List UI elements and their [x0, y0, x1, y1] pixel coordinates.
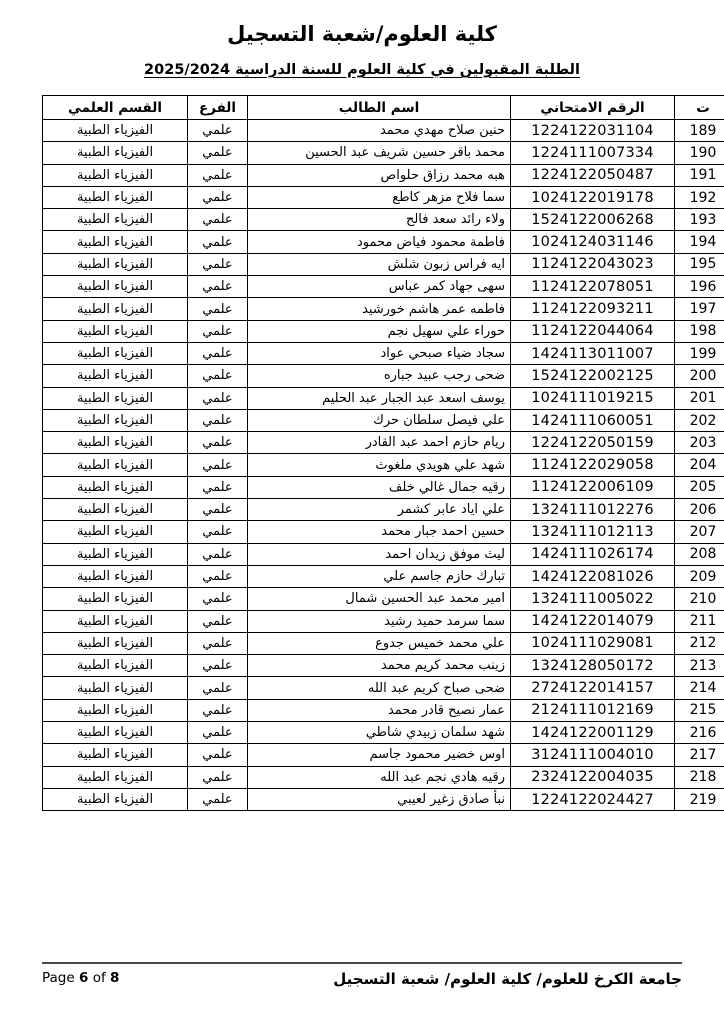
cell-department: الفيزياء الطبية — [43, 186, 188, 208]
cell-index: 202 — [675, 409, 724, 431]
cell-student-name: رقيه جمال غالي خلف — [248, 476, 511, 498]
table-row — [43, 276, 724, 298]
table-row — [43, 565, 724, 587]
cell-student-name: سجاد ضياء صبحي عواد — [248, 342, 511, 364]
cell-branch: علمي — [188, 209, 248, 231]
cell-department: الفيزياء الطبية — [43, 142, 188, 164]
cell-branch: علمي — [188, 766, 248, 788]
cell-branch: علمي — [188, 632, 248, 654]
column-header-index: ت — [675, 96, 724, 120]
cell-index: 197 — [675, 298, 724, 320]
cell-branch: علمي — [188, 699, 248, 721]
table-row — [43, 588, 724, 610]
page-label-prefix: Page — [42, 970, 75, 986]
table-row — [43, 766, 724, 788]
footer-org-calligraphy: جامعة الكرخ للعلوم/ كلية العلوم/ شعبة التسجيل — [333, 970, 682, 988]
cell-index: 199 — [675, 342, 724, 364]
cell-index: 217 — [675, 744, 724, 766]
cell-index: 212 — [675, 632, 724, 654]
table-row — [43, 209, 724, 231]
cell-index: 193 — [675, 209, 724, 231]
table-row — [43, 186, 724, 208]
column-header-exam-number: الرقم الامتحاني — [511, 96, 675, 120]
cell-exam-number: 1124122043023 — [511, 253, 675, 275]
cell-index: 214 — [675, 677, 724, 699]
cell-department: الفيزياء الطبية — [43, 722, 188, 744]
table-row — [43, 722, 724, 744]
table-row — [43, 521, 724, 543]
cell-branch: علمي — [188, 722, 248, 744]
cell-exam-number: 1324111005022 — [511, 588, 675, 610]
cell-department: الفيزياء الطبية — [43, 543, 188, 565]
cell-department: الفيزياء الطبية — [43, 120, 188, 142]
cell-branch: علمي — [188, 565, 248, 587]
cell-exam-number: 2724122014157 — [511, 677, 675, 699]
cell-branch: علمي — [188, 454, 248, 476]
table-row — [43, 744, 724, 766]
cell-branch: علمي — [188, 677, 248, 699]
page-label-of: of — [92, 970, 106, 986]
cell-student-name: سهى جهاد كمر عباس — [248, 276, 511, 298]
cell-index: 213 — [675, 655, 724, 677]
table-body — [43, 120, 724, 811]
cell-branch: علمي — [188, 253, 248, 275]
page-number — [42, 970, 119, 986]
cell-exam-number: 2324122004035 — [511, 766, 675, 788]
cell-department: الفيزياء الطبية — [43, 253, 188, 275]
cell-department: الفيزياء الطبية — [43, 454, 188, 476]
cell-department: الفيزياء الطبية — [43, 432, 188, 454]
cell-department: الفيزياء الطبية — [43, 521, 188, 543]
page-title: الطلبة المقبولين في كلية العلوم للسنة الدراسية 2025/2024 — [144, 62, 580, 78]
cell-index: 208 — [675, 543, 724, 565]
cell-student-name: سما فلاح مزهر كاطع — [248, 186, 511, 208]
cell-department: الفيزياء الطبية — [43, 387, 188, 409]
cell-department: الفيزياء الطبية — [43, 231, 188, 253]
cell-student-name: فاطمة محمود فياض محمود — [248, 231, 511, 253]
cell-student-name: هبه محمد رزاق حلواص — [248, 164, 511, 186]
cell-student-name: سما سرمد حميد رشيد — [248, 610, 511, 632]
cell-exam-number: 1424111026174 — [511, 543, 675, 565]
cell-index: 207 — [675, 521, 724, 543]
cell-branch: علمي — [188, 387, 248, 409]
column-header-department: القسم العلمي — [43, 96, 188, 120]
cell-branch: علمي — [188, 476, 248, 498]
cell-branch: علمي — [188, 276, 248, 298]
cell-student-name: محمد باقر حسين شريف عبد الحسين — [248, 142, 511, 164]
cell-branch: علمي — [188, 543, 248, 565]
cell-branch: علمي — [188, 298, 248, 320]
cell-branch: علمي — [188, 432, 248, 454]
cell-student-name: نبأ صادق زغير لعيبي — [248, 788, 511, 810]
cell-department: الفيزياء الطبية — [43, 655, 188, 677]
cell-branch: علمي — [188, 164, 248, 186]
cell-department: الفيزياء الطبية — [43, 276, 188, 298]
cell-exam-number: 1024122019178 — [511, 186, 675, 208]
cell-student-name: ولاء رائد سعد فالح — [248, 209, 511, 231]
cell-exam-number: 1124122093211 — [511, 298, 675, 320]
table-row — [43, 432, 724, 454]
cell-exam-number: 1024124031146 — [511, 231, 675, 253]
table-header-row — [43, 96, 724, 120]
cell-department: الفيزياء الطبية — [43, 209, 188, 231]
page-number-total: 8 — [110, 970, 120, 986]
cell-exam-number: 1224122050487 — [511, 164, 675, 186]
cell-exam-number: 1324111012276 — [511, 499, 675, 521]
cell-branch: علمي — [188, 499, 248, 521]
cell-exam-number: 2124111012169 — [511, 699, 675, 721]
cell-branch: علمي — [188, 588, 248, 610]
table-row — [43, 164, 724, 186]
cell-index: 218 — [675, 766, 724, 788]
table-row — [43, 120, 724, 142]
cell-index: 200 — [675, 365, 724, 387]
cell-index: 211 — [675, 610, 724, 632]
table-row — [43, 387, 724, 409]
column-header-student-name: اسم الطالب — [248, 96, 511, 120]
cell-exam-number: 1024111019215 — [511, 387, 675, 409]
cell-student-name: شهد سلمان زبيدي شاطي — [248, 722, 511, 744]
cell-index: 198 — [675, 320, 724, 342]
cell-exam-number: 1224111007334 — [511, 142, 675, 164]
table-row — [43, 365, 724, 387]
cell-department: الفيزياء الطبية — [43, 365, 188, 387]
table-row — [43, 610, 724, 632]
cell-index: 209 — [675, 565, 724, 587]
cell-student-name: حسين احمد جبار محمد — [248, 521, 511, 543]
table-row — [43, 231, 724, 253]
cell-branch: علمي — [188, 409, 248, 431]
cell-index: 192 — [675, 186, 724, 208]
table-row — [43, 677, 724, 699]
table-row — [43, 342, 724, 364]
cell-index: 215 — [675, 699, 724, 721]
cell-student-name: عمار نصيح قادر محمد — [248, 699, 511, 721]
cell-branch: علمي — [188, 120, 248, 142]
cell-department: الفيزياء الطبية — [43, 409, 188, 431]
footer-divider — [42, 962, 682, 964]
table-row — [43, 320, 724, 342]
cell-exam-number: 1124122029058 — [511, 454, 675, 476]
table-row — [43, 409, 724, 431]
cell-index: 205 — [675, 476, 724, 498]
cell-branch: علمي — [188, 655, 248, 677]
table-row — [43, 699, 724, 721]
column-header-branch: الفرع — [188, 96, 248, 120]
cell-department: الفيزياء الطبية — [43, 766, 188, 788]
table-row — [43, 142, 724, 164]
cell-exam-number: 1424111060051 — [511, 409, 675, 431]
cell-student-name: امير محمد عبد الحسين شمال — [248, 588, 511, 610]
cell-exam-number: 1224122031104 — [511, 120, 675, 142]
table-row — [43, 499, 724, 521]
org-header-calligraphy: كلية العلوم/شعبة التسجيل — [227, 22, 497, 46]
table-row — [43, 476, 724, 498]
cell-index: 190 — [675, 142, 724, 164]
table-row — [43, 543, 724, 565]
cell-branch: علمي — [188, 788, 248, 810]
students-table — [42, 95, 724, 811]
cell-student-name: اوس خضير محمود جاسم — [248, 744, 511, 766]
cell-exam-number: 1424122081026 — [511, 565, 675, 587]
cell-exam-number: 1124122078051 — [511, 276, 675, 298]
cell-department: الفيزياء الطبية — [43, 699, 188, 721]
cell-exam-number: 3124111004010 — [511, 744, 675, 766]
cell-exam-number: 1324128050172 — [511, 655, 675, 677]
cell-student-name: ليث موفق زيدان احمد — [248, 543, 511, 565]
cell-branch: علمي — [188, 610, 248, 632]
cell-branch: علمي — [188, 231, 248, 253]
footer — [42, 970, 682, 988]
cell-exam-number: 1224122024427 — [511, 788, 675, 810]
page-number-current: 6 — [78, 970, 89, 986]
cell-exam-number: 1324111012113 — [511, 521, 675, 543]
cell-index: 194 — [675, 231, 724, 253]
cell-branch: علمي — [188, 365, 248, 387]
cell-department: الفيزياء الطبية — [43, 164, 188, 186]
cell-department: الفيزياء الطبية — [43, 476, 188, 498]
cell-branch: علمي — [188, 744, 248, 766]
cell-student-name: شهد علي هويدي ملغوث — [248, 454, 511, 476]
cell-branch: علمي — [188, 320, 248, 342]
cell-student-name: رقيه هادي نجم عبد الله — [248, 766, 511, 788]
cell-index: 189 — [675, 120, 724, 142]
cell-department: الفيزياء الطبية — [43, 298, 188, 320]
cell-student-name: ضحى صباح كريم عبد الله — [248, 677, 511, 699]
cell-index: 204 — [675, 454, 724, 476]
cell-exam-number: 1524122006268 — [511, 209, 675, 231]
cell-index: 196 — [675, 276, 724, 298]
cell-department: الفيزياء الطبية — [43, 565, 188, 587]
cell-index: 191 — [675, 164, 724, 186]
table-row — [43, 298, 724, 320]
cell-index: 206 — [675, 499, 724, 521]
cell-index: 216 — [675, 722, 724, 744]
cell-student-name: حنين صلاح مهدي محمد — [248, 120, 511, 142]
cell-exam-number: 1124122006109 — [511, 476, 675, 498]
cell-student-name: زينب محمد كريم محمد — [248, 655, 511, 677]
cell-index: 195 — [675, 253, 724, 275]
cell-student-name: ضحى رجب عبيد جباره — [248, 365, 511, 387]
cell-student-name: يوسف اسعد عبد الجبار عبد الحليم — [248, 387, 511, 409]
cell-student-name: حوراء علي سهيل نجم — [248, 320, 511, 342]
cell-department: الفيزياء الطبية — [43, 677, 188, 699]
table-row — [43, 788, 724, 810]
cell-branch: علمي — [188, 342, 248, 364]
cell-department: الفيزياء الطبية — [43, 610, 188, 632]
cell-exam-number: 1224122050159 — [511, 432, 675, 454]
cell-student-name: علي اياد عابر كشمر — [248, 499, 511, 521]
cell-index: 219 — [675, 788, 724, 810]
table-row — [43, 454, 724, 476]
cell-department: الفيزياء الطبية — [43, 499, 188, 521]
cell-exam-number: 1424113011007 — [511, 342, 675, 364]
cell-department: الفيزياء الطبية — [43, 744, 188, 766]
cell-exam-number: 1424122014079 — [511, 610, 675, 632]
cell-branch: علمي — [188, 521, 248, 543]
cell-department: الفيزياء الطبية — [43, 588, 188, 610]
cell-department: الفيزياء الطبية — [43, 632, 188, 654]
table-row — [43, 655, 724, 677]
cell-index: 203 — [675, 432, 724, 454]
cell-student-name: علي فيصل سلطان حرك — [248, 409, 511, 431]
cell-student-name: علي محمد خميس جدوع — [248, 632, 511, 654]
cell-exam-number: 1024111029081 — [511, 632, 675, 654]
cell-department: الفيزياء الطبية — [43, 342, 188, 364]
cell-index: 210 — [675, 588, 724, 610]
cell-student-name: ايه فراس زبون شلش — [248, 253, 511, 275]
cell-student-name: ريام حازم احمد عبد القادر — [248, 432, 511, 454]
cell-exam-number: 1424122001129 — [511, 722, 675, 744]
cell-exam-number: 1124122044064 — [511, 320, 675, 342]
cell-exam-number: 1524122002125 — [511, 365, 675, 387]
cell-student-name: تبارك حازم جاسم علي — [248, 565, 511, 587]
table-row — [43, 632, 724, 654]
cell-index: 201 — [675, 387, 724, 409]
cell-student-name: فاطمه عمر هاشم خورشيد — [248, 298, 511, 320]
cell-department: الفيزياء الطبية — [43, 788, 188, 810]
table-row — [43, 253, 724, 275]
cell-department: الفيزياء الطبية — [43, 320, 188, 342]
cell-branch: علمي — [188, 142, 248, 164]
cell-branch: علمي — [188, 186, 248, 208]
